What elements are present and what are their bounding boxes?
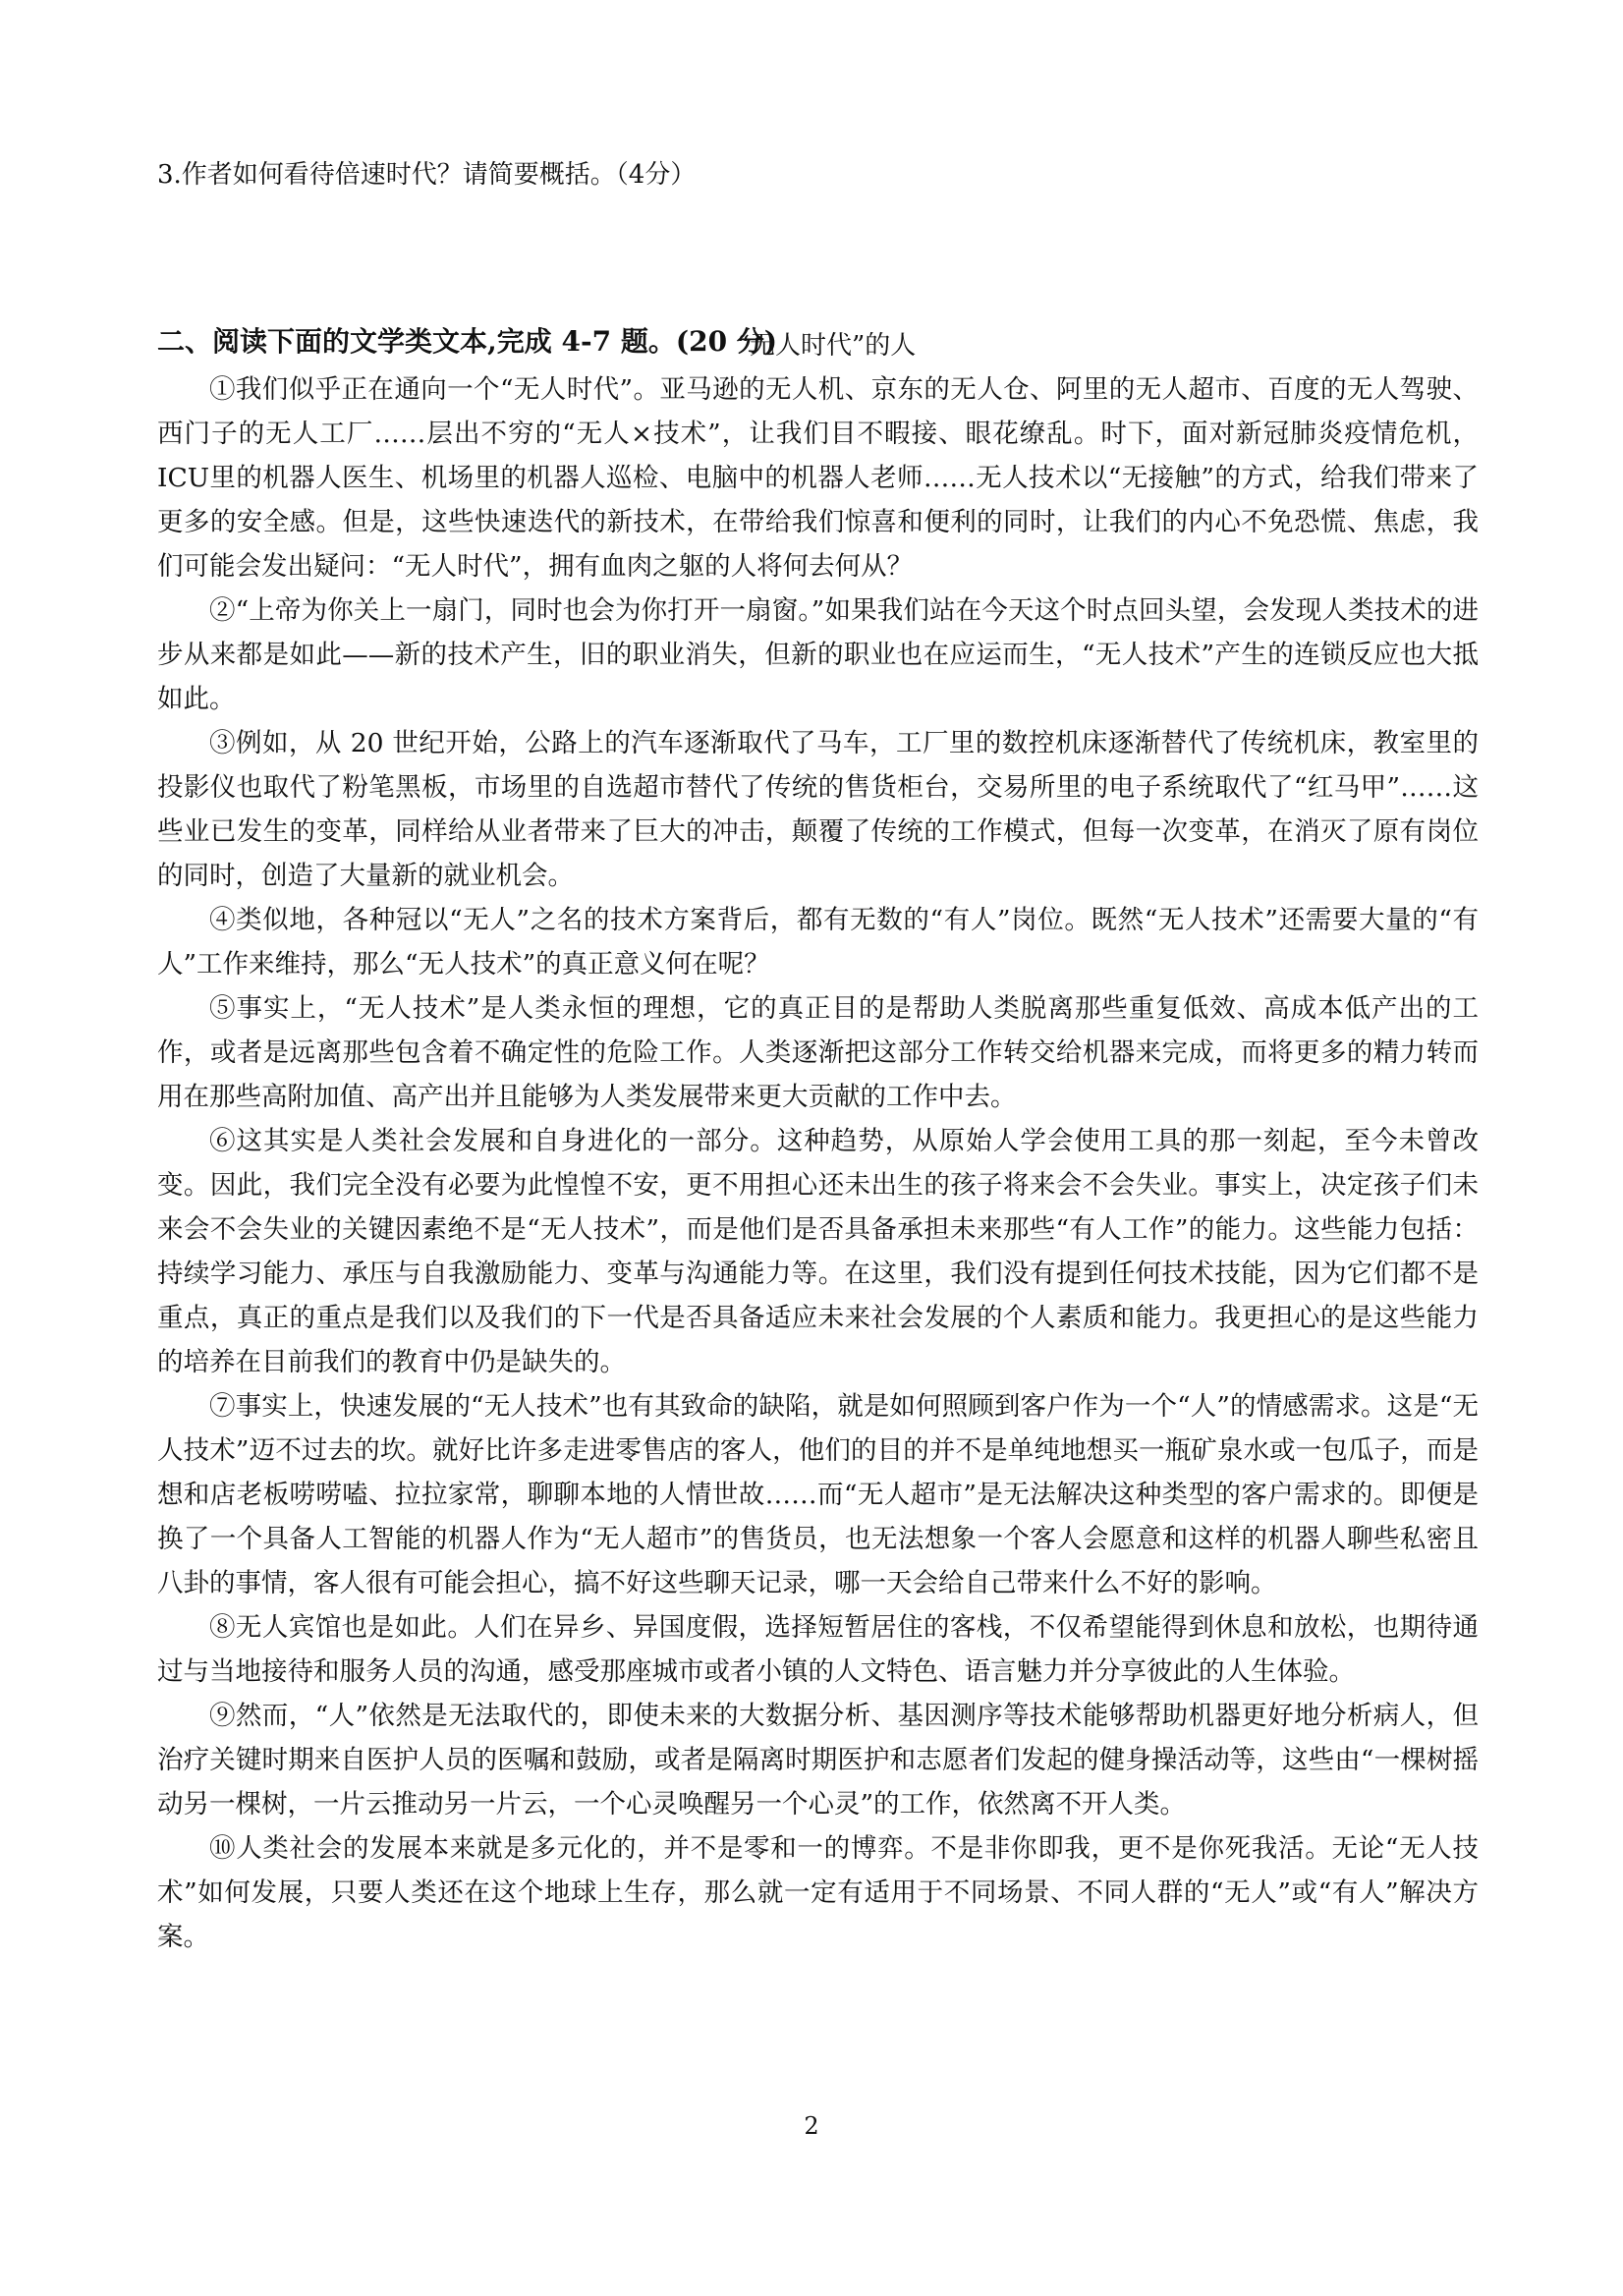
paragraph-3: ③例如，从 20 世纪开始，公路上的汽车逐渐取代了马车，工厂里的数控机床逐渐替代了传统机床，教室里的投影仪也取代了粉笔黑板，市场里的自选超市替代了传统的售货柜台，交易所里的电子系统取代了“红马甲”……这些业已发生的变革，同样给从业者带来了巨大的冲击，颠覆了传统的工作模式，但每一次变革，在消灭了原有岗位的同时，创造了大量新的就业机会。 [157, 728, 1479, 891]
paragraph-9: ⑨然而，“人”依然是无法取代的，即使未来的大数据分析、基因测序等技术能够帮助机器更好地分析病人，但治疗关键时期来自医护人员的医嘱和鼓励，或者是隔离时期医护和志愿者们发起的健身操活动等，这些由“一棵树摇动另一棵树，一片云推动另一片云，一个心灵唤醒另一个心灵”的工作，依然离不开人类。 [157, 1701, 1479, 1820]
article-title-row [0, 326, 1623, 365]
paragraph-5: ⑤事实上，“无人技术”是人类永恒的理想，它的真正目的是帮助人类脱离那些重复低效、高成本低产出的工作，或者是远离那些包含着不确定性的危险工作。人类逐渐把这部分工作转交给机器来完成，而将更多的精力转而用在那些高附加值、高产出并且能够为人类发展带来更大贡献的工作中去。 [157, 993, 1479, 1112]
page-number: 2 [804, 2112, 819, 2140]
paragraph-7: ⑦事实上，快速发展的“无人技术”也有其致命的缺陷，就是如何照顾到客户作为一个“人”的情感需求。这是“无人技术”迈不过去的坎。就好比许多走进零售店的客人，他们的目的并不是单纯地想买一瓶矿泉水或一包瓜子，而是想和店老板唠唠嗑、拉拉家常，聊聊本地的人情世故……而“无人超市”是无法解决这种类型的客户需求的。即便是换了一个具备人工智能的机器人作为“无人超市”的售货员，也无法想象一个客人会愿意和这样的机器人聊些私密且八卦的事情，客人很有可能会担心，搞不好这些聊天记录，哪一天会给自己带来什么不好的影响。 [157, 1391, 1479, 1598]
paragraph-4: ④类似地，各种冠以“无人”之名的技术方案背后，都有无数的“有人”岗位。既然“无人技术”还需要大量的“有人”工作来维持，那么“无人技术”的真正意义何在呢？ [157, 905, 1479, 980]
paragraph-2: ②“上帝为你关上一扇门，同时也会为你打开一扇窗。”如果我们站在今天这个时点回头望，会发现人类技术的进步从来都是如此——新的技术产生，旧的职业消失，但新的职业也在应运而生，“无人技术”产生的连锁反应也大抵如此。 [157, 595, 1479, 714]
paragraph-1: ①我们似乎正在通向一个“无人时代”。亚马逊的无人机、京东的无人仓、阿里的无人超市、百度的无人驾驶、西门子的无人工厂……层出不穷的“无人×技术”，让我们目不暇接、眼花缭乱。时下，面对新冠肺炎疫情危机，ICU里的机器人医生、机场里的机器人巡检、电脑中的机器人老师……无人技术以“无接触”的方式，给我们带来了更多的安全感。但是，这些快速迭代的新技术，在带给我们惊喜和便利的同时，让我们的内心不免恐慌、焦虑，我们可能会发出疑问：“无人时代”，拥有血肉之躯的人将何去何从？ [157, 374, 1479, 582]
question-3: 3.作者如何看待倍速时代？请简要概括。（4分） [157, 160, 697, 190]
section-heading: 二、阅读下面的文学类文本,完成 4-7 题。(20 分) [157, 325, 778, 358]
article-body [157, 367, 1479, 1959]
article-title: “无人时代”的人 [736, 331, 917, 361]
paragraph-10: ⑩人类社会的发展本来就是多元化的，并不是零和一的博弈。不是非你即我，更不是你死我活。无论“无人技术”如何发展，只要人类还在这个地球上生存，那么就一定有适用于不同场景、不同人群的“无人”或“有人”解决方案。 [157, 1833, 1479, 1952]
paragraph-6: ⑥这其实是人类社会发展和自身进化的一部分。这种趋势，从原始人学会使用工具的那一刻起，至今未曾改变。因此，我们完全没有必要为此惶惶不安，更不用担心还未出生的孩子将来会不会失业。事实上，决定孩子们未来会不会失业的关键因素绝不是“无人技术”，而是他们是否具备承担未来那些“有人工作”的能力。这些能力包括：持续学习能力、承压与自我激励能力、变革与沟通能力等。在这里，我们没有提到任何技术技能，因为它们都不是重点，真正的重点是我们以及我们的下一代是否具备适应未来社会发展的个人素质和能力。我更担心的是这些能力的培养在目前我们的教育中仍是缺失的。 [157, 1126, 1479, 1377]
paragraph-8: ⑧无人宾馆也是如此。人们在异乡、异国度假，选择短暂居住的客栈，不仅希望能得到休息和放松，也期待通过与当地接待和服务人员的沟通，感受那座城市或者小镇的人文特色、语言魅力并分享彼此的人生体验。 [157, 1612, 1479, 1687]
